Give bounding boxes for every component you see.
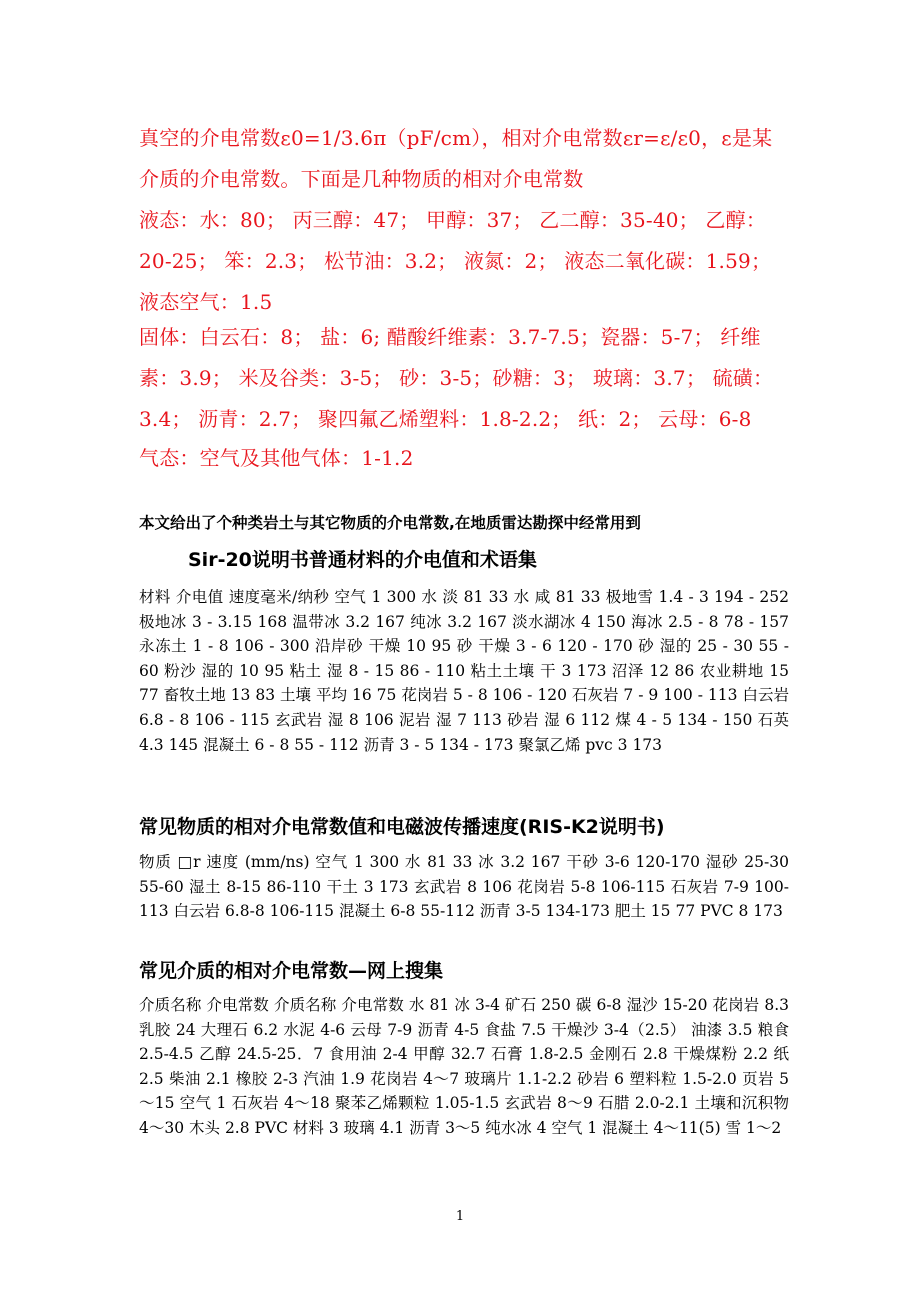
web-heading: 常见介质的相对介电常数—网上搜集	[139, 960, 444, 982]
liquid-paragraph: 液态：水：80； 丙三醇：47； 甲醇：37； 乙二醇：35-40； 乙醇：20-25； 笨：2.3； 松节油：3.2； 液氮：2； 液态二氧化碳：1.59；液态空气：1.5	[139, 208, 772, 314]
sir20-body: 材料 介电值 速度毫米/纳秒 空气 1 300 水 淡 81 33 水 咸 81 33 极地雪 1.4 - 3 194 - 252 极地冰 3 - 3.15 168 温带冰 3.2 167 纯冰 3.2 167 淡水湖冰 4 150 海冰 2.5 - 8 78 - 157 永冻土 1 - 8 106 - 300 沿岸砂 干燥 10 95 砂 干燥 3 - 6 120 - 170 砂 湿的 25 - 30 55 - 60 粉沙 湿的 10 95 粘土 湿 8 - 15 86 - 110 粘土土壤 干 3 173 沼泽 12 86 农业耕地 15 77 畜牧土地 13 83 土壤 平均 16 75 花岗岩 5 - 8 106 - 120 石灰岩 7 - 9 100 - 113 白云岩 6.8 - 8 106 - 115 玄武岩 湿 8 106 泥岩 湿 7 113 砂岩 湿 6 112 煤 4 - 5 134 - 150 石英 4.3 145 混凝土 6 - 8 55 - 112 沥青 3 - 5 134 - 173 聚氯乙烯 pvc 3 173	[139, 588, 789, 754]
web-body: 介质名称 介电常数 介质名称 介电常数 水 81 冰 3-4 矿石 250 碳 6-8 湿沙 15-20 花岗岩 8.3 乳胶 24 大理石 6.2 水泥 4-6 云母 7-9 沥青 4-5 食盐 7.5 干燥沙 3-4（2.5） 油漆 3.5 粮食 2.5-4.5 乙醇 24.5-25．7 食用油 2-4 甲醇 32.7 石膏 1.8-2.5 金刚石 2.8 干燥煤粉 2.2 纸 2.5 柴油 2.1 橡胶 2-3 汽油 1.9 花岗岩 4～7 玻璃片 1.1-2.2 砂岩 6 塑料粒 1.5-2.0 页岩 5～15 空气 1 石灰岩 4～18 聚苯乙烯颗粒 1.05-1.5 玄武岩 8～9 石腊 2.0-2.1 土壤和沉积物 4～30 木头 2.8 PVC 材料 3 玻璃 4.1 沥青 3～5 纯水冰 4 空气 1 混凝土 4～11(5) 雪 1～2	[139, 996, 789, 1137]
gas-paragraph: 气态：空气及其他气体：1-1.2	[139, 446, 414, 470]
sir20-heading: Sir-20说明书普通材料的介电值和术语集	[188, 549, 537, 571]
note-line: 本文给出了个种类岩土与其它物质的介电常数,在地质雷达勘探中经常用到	[139, 514, 641, 532]
risk2-heading: 常见物质的相对介电常数值和电磁波传播速度(RIS-K2说明书)	[139, 816, 665, 838]
solid-paragraph: 固体：白云石：8； 盐：6; 醋酸纤维素：3.7-7.5；瓷器：5-7； 纤维素：3.9； 米及谷类：3-5； 砂：3-5；砂糖：3； 玻璃：3.7； 硫磺：3.4； 沥青：2.7； 聚四氟乙烯塑料：1.8-2.2； 纸：2； 云母：6-8	[139, 325, 774, 431]
intro-paragraph: 真空的介电常数ε0=1/3.6π（pF/cm），相对介电常数εr=ε/ε0，ε是某介质的介电常数。下面是几种物质的相对介电常数	[139, 126, 773, 191]
page-number: 1	[455, 1209, 465, 1224]
risk2-body: 物质 □r 速度 (mm/ns) 空气 1 300 水 81 33 冰 3.2 167 干砂 3-6 120-170 湿砂 25-30 55-60 湿土 8-15 86-110 干土 3 173 玄武岩 8 106 花岗岩 5-8 106-115 石灰岩 7-9 100-113 白云岩 6.8-8 106-115 混凝土 6-8 55-112 沥青 3-5 134-173 肥土 15 77 PVC 8 173	[139, 853, 789, 921]
